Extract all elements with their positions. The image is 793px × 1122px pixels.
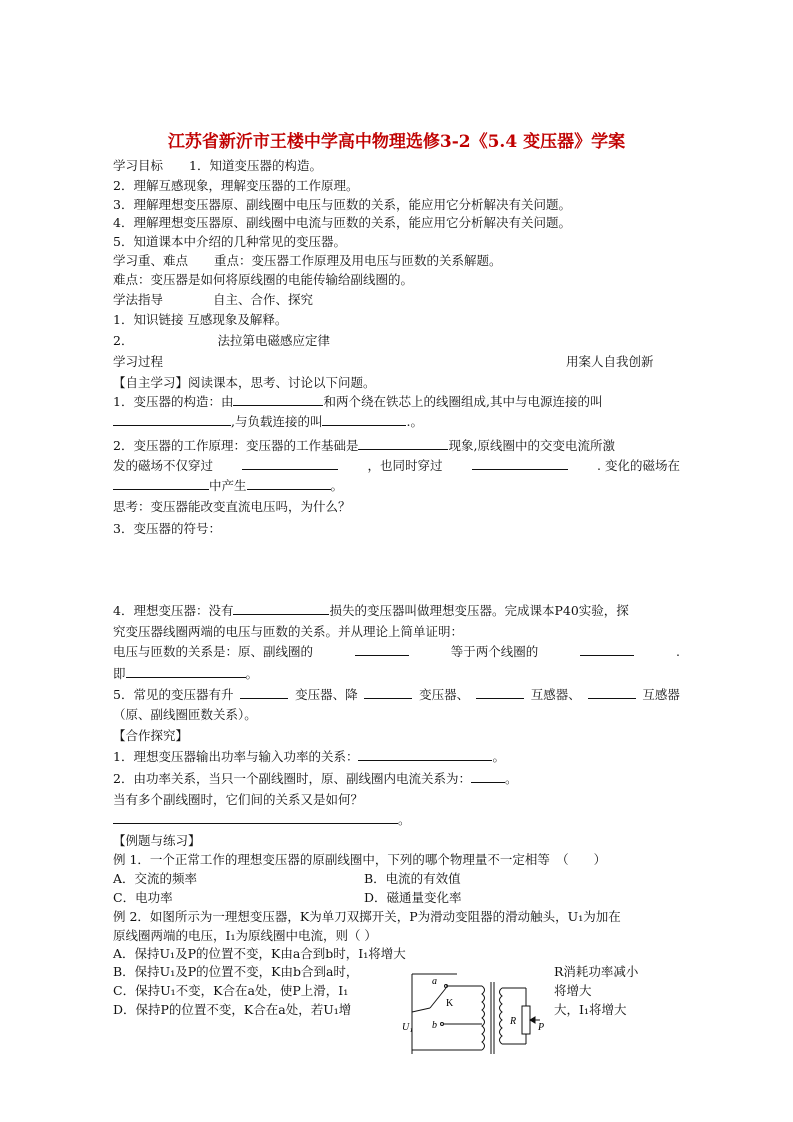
resistor-r-label: R xyxy=(510,1016,517,1027)
self-study-q3: 3．变压器的符号： xyxy=(113,521,221,536)
objective-1: 1．知道变压器的构造。 xyxy=(189,158,322,173)
self-study-q5-line2: （原、副线圈匝数关系）。 xyxy=(113,707,257,722)
blank[interactable] xyxy=(113,413,231,426)
self-study-q1-line1: 1．变压器的构造：由 和两个绕在铁芯上的线圈组成,其中与电源连接的叫 xyxy=(113,394,603,409)
cooperate-q2-multi: 当有多个副线圈时，它们间的关系又是如何？ xyxy=(113,792,364,807)
example-2-option-c: C．保持U₁不变，K合在a处，使P上滑，I₁ xyxy=(113,983,349,998)
method-link-1: 1．知识链接 互感现象及解释。 xyxy=(113,312,288,327)
blank[interactable] xyxy=(358,748,492,761)
process-label: 学习过程 xyxy=(113,354,164,369)
cooperate-q2: 2．由功率关系，当只一个副线圈时，原、副线圈内电流关系为： 。 xyxy=(113,771,518,786)
keypoints-label: 学习重、难点 xyxy=(113,253,189,268)
self-study-q1-line2: ,与负载连接的叫 .。 xyxy=(113,413,423,430)
blank[interactable] xyxy=(322,413,406,426)
self-study-q4-line1: 4．理想变压器：没有 损失的变压器叫做理想变压器。完成课本P40实验，探 xyxy=(113,603,629,618)
example-1-option-b: B．电流的有效值 xyxy=(364,871,461,886)
cooperate-header: 【合作探究】 xyxy=(113,728,189,743)
blank[interactable] xyxy=(233,393,323,406)
self-study-q2-line2: 发的磁场不仅穿过 ，也同时穿过 . 变化的磁场在 xyxy=(113,458,680,473)
blank[interactable] xyxy=(580,643,634,656)
switch-k-label: K xyxy=(446,998,454,1009)
blank[interactable] xyxy=(113,477,209,490)
example-2-option-d: D．保持P的位置不变，K合在a处，若U₁增 xyxy=(113,1002,352,1017)
terminal-b-label: b xyxy=(432,1020,437,1031)
blank[interactable] xyxy=(364,686,412,699)
process-note: 用案人自我创新 xyxy=(566,354,654,369)
self-study-q5-line1: 5．常见的变压器有升 变压器、降 变压器、 互感器、 互感器 xyxy=(113,687,680,702)
blank[interactable] xyxy=(240,686,288,699)
transformer-circuit-figure xyxy=(402,968,552,1058)
example-1-option-d: D．磁通量变化率 xyxy=(364,890,462,905)
cooperate-q2-answer: 。 xyxy=(113,811,411,828)
slider-p-label: P xyxy=(538,1022,545,1033)
blank[interactable] xyxy=(471,770,505,783)
blank[interactable] xyxy=(588,686,636,699)
method-line xyxy=(113,291,313,308)
example-1-option-c: C．电功率 xyxy=(113,890,173,905)
terminal-a-label: a xyxy=(432,976,437,987)
example-2-option-a: A．保持U₁及P的位置不变，K由a合到b时，I₁将增大 xyxy=(113,946,406,961)
blank[interactable] xyxy=(247,477,331,490)
blank[interactable] xyxy=(126,665,246,678)
keypoints-difficulty: 难点：变压器是如何将原线圈的电能传输给副线圈的。 xyxy=(113,272,414,287)
blank[interactable] xyxy=(113,811,398,824)
page-title: 江苏省新沂市王楼中学高中物理选修3-2《5.4 变压器》学案 xyxy=(167,132,626,152)
objective-5: 5．知道课本中介绍的几种常见的变压器。 xyxy=(113,234,346,249)
blank[interactable] xyxy=(242,457,338,470)
method-link-2: 2． 法拉第电磁感应定律 xyxy=(113,333,330,348)
keypoints-line xyxy=(113,252,502,269)
blank[interactable] xyxy=(358,437,448,450)
voltage-u1-label: U₁ xyxy=(402,1022,413,1033)
blank[interactable] xyxy=(355,643,409,656)
self-study-q2-line1: 2．变压器的工作原理：变压器的工作基础是 现象,原线圈中的交变电流所激 xyxy=(113,438,615,453)
example-1-option-a: A．交流的频率 xyxy=(113,871,198,886)
example-2-line2: 原线圈两端的电压，I₁为原线圈中电流，则（ ） xyxy=(113,928,377,943)
blank[interactable] xyxy=(476,686,524,699)
method-label: 学法指导 xyxy=(113,292,164,307)
example-2-option-b-cont: R消耗功率减小 xyxy=(554,964,639,979)
objectives-label: 学习目标 xyxy=(113,158,164,173)
blank[interactable] xyxy=(472,457,568,470)
self-study-q4-line2: 究变压器线圈两端的电压与匝数的关系。并从理论上简单证明： xyxy=(113,624,464,639)
example-2-option-c-cont: 将增大 xyxy=(554,983,592,998)
self-study-think: 思考：变压器能改变直流电压吗，为什么？ xyxy=(113,499,351,514)
self-study-q2-line3: 中产生 。 xyxy=(113,477,343,494)
objective-2: 2．理解互感现象，理解变压器的工作原理。 xyxy=(113,178,359,193)
self-study-q4-line4: 即 。 xyxy=(113,666,259,681)
cooperate-q1: 1．理想变压器输出功率与输入功率的关系： 。 xyxy=(113,749,505,764)
examples-header: 【例题与练习】 xyxy=(113,833,201,848)
keypoints-focus: 重点：变压器工作原理及用电压与匝数的关系解题。 xyxy=(214,253,502,268)
objectives-line-1 xyxy=(113,157,322,174)
self-study-header: 【自主学习】阅读课本，思考、讨论以下问题。 xyxy=(113,375,376,390)
method-text: 自主、合作、探究 xyxy=(213,292,314,307)
example-2-option-d-cont: 大，I₁将增大 xyxy=(554,1002,627,1017)
example-1: 例 1．一个正常工作的理想变压器的原副线圈中，下列的哪个物理量不一定相等 （ ） xyxy=(113,852,607,867)
objective-3: 3．理解理想变压器原、副线圈中电压与匝数的关系，能应用它分析解决有关问题。 xyxy=(113,197,571,212)
blank[interactable] xyxy=(233,602,329,615)
self-study-q4-line3: 电压与匝数的关系是：原、副线圈的 等于两个线圈的 . xyxy=(113,644,680,659)
objective-4: 4．理解理想变压器原、副线圈中电流与匝数的关系，能应用它分析解决有关问题。 xyxy=(113,215,571,230)
example-2-line1: 例 2．如图所示为一理想变压器，K为单刀双掷开关，P为滑动变阻器的滑动触头，U₁为加在 xyxy=(113,909,621,924)
example-2-option-b: B．保持U₁及P的位置不变，K由b合到a时， xyxy=(113,964,359,979)
